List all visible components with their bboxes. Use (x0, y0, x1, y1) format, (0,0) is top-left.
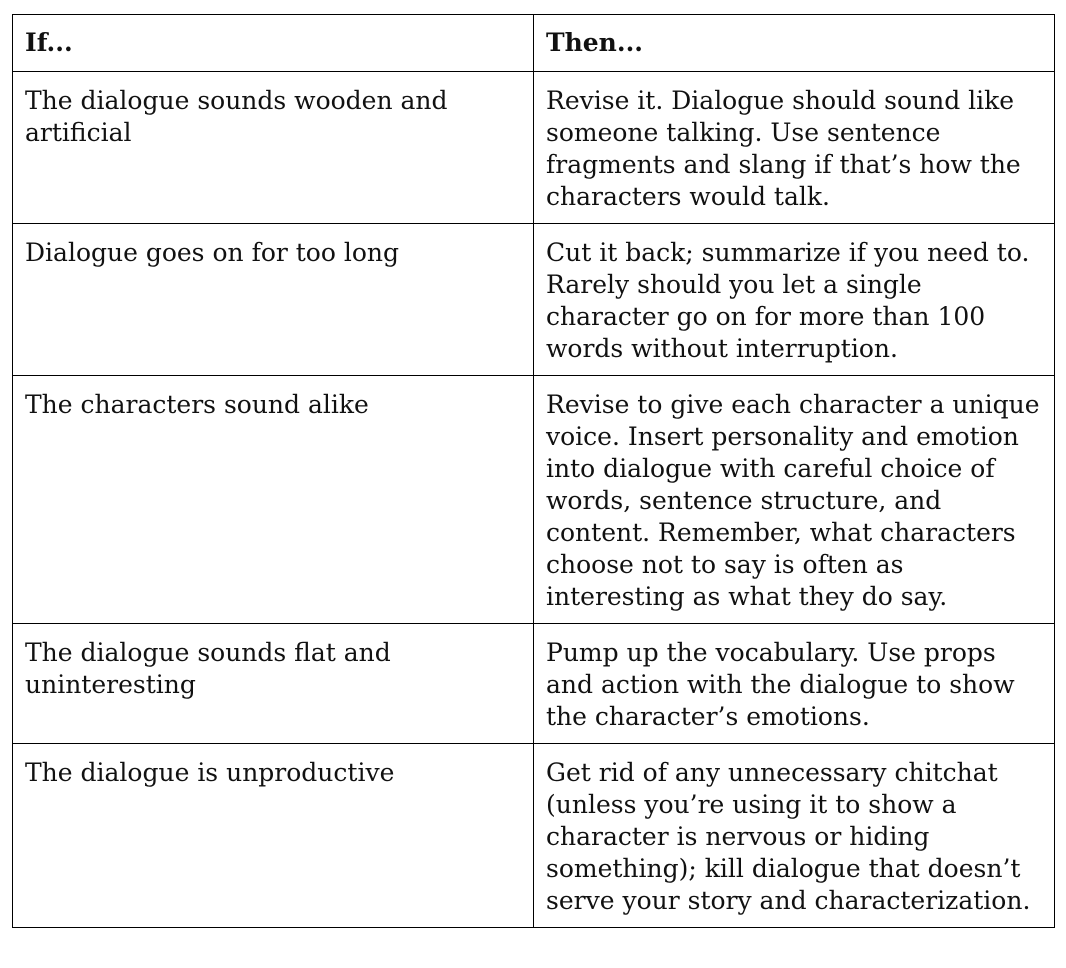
table-row (13, 224, 1055, 376)
table-row (13, 624, 1055, 744)
table-row (13, 744, 1055, 928)
column-header-if: If... (13, 15, 534, 72)
table-cell-then: Revise it. Dialogue should sound like someone talking. Use sentence fragments and slang if that’s how the characters would talk. (534, 72, 1055, 224)
dialogue-revision-table (12, 14, 1055, 928)
table-cell-if: The dialogue is unproductive (13, 744, 534, 928)
table-header-row (13, 15, 1055, 72)
table-cell-then: Revise to give each character a unique voice. Insert personality and emotion into dialogue with careful choice of words, sentence structure, and content. Remember, what characters choose not to say is often as interesting as what they do say. (534, 376, 1055, 624)
table-row (13, 72, 1055, 224)
table-cell-then: Pump up the vocabulary. Use props and action with the dialogue to show the character’s emotions. (534, 624, 1055, 744)
table-cell-if: The dialogue sounds wooden and artificial (13, 72, 534, 224)
table-cell-if: The characters sound alike (13, 376, 534, 624)
table-cell-then: Cut it back; summarize if you need to. Rarely should you let a single character go on for more than 100 words without interruption. (534, 224, 1055, 376)
table-cell-then: Get rid of any unnecessary chitchat (unless you’re using it to show a character is nervous or hiding something); kill dialogue that doesn’t serve your story and characterization. (534, 744, 1055, 928)
table-cell-if: Dialogue goes on for too long (13, 224, 534, 376)
column-header-then: Then... (534, 15, 1055, 72)
table-row (13, 376, 1055, 624)
table-cell-if: The dialogue sounds flat and uninteresting (13, 624, 534, 744)
